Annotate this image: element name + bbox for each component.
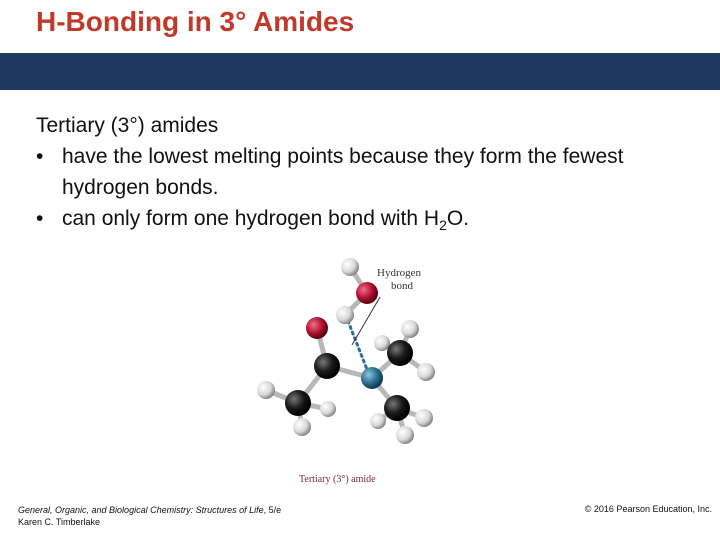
oxygen-atom-carbonyl xyxy=(306,317,328,339)
hydrogen-bond-label-line2: bond xyxy=(391,280,413,292)
footer-edition: , 5/e xyxy=(263,505,282,515)
molecule-figure xyxy=(240,245,460,490)
carbon-atom-carbonyl xyxy=(314,353,340,379)
bullet-text: have the lowest melting points because they form the fewest hydrogen bonds. xyxy=(62,145,624,199)
nitrogen-atom xyxy=(361,367,383,389)
hydrogen-atom xyxy=(370,413,386,429)
bullet-marker: • xyxy=(36,207,44,230)
hydrogen-atom xyxy=(374,335,390,351)
bullet-marker: • xyxy=(36,145,44,168)
slide-body xyxy=(36,110,696,234)
carbon-atom xyxy=(384,395,410,421)
carbon-atom xyxy=(387,340,413,366)
bullet-item xyxy=(36,141,696,203)
bullet-item xyxy=(36,203,696,234)
hydrogen-atom xyxy=(396,426,414,444)
oxygen-atom-water xyxy=(356,282,378,304)
title-divider-bar xyxy=(0,53,720,90)
hydrogen-atom xyxy=(320,401,336,417)
hydrogen-atom xyxy=(293,418,311,436)
hydrogen-atom xyxy=(341,258,359,276)
subscript: 2 xyxy=(439,217,447,234)
footer-book-title: General, Organic, and Biological Chemistry: Structures of Life xyxy=(18,505,264,515)
bullet-text xyxy=(62,203,696,234)
slide-title: H-Bonding in 3° Amides xyxy=(36,6,355,37)
tertiary-amide-model xyxy=(240,245,460,490)
hydrogen-atom xyxy=(401,320,419,338)
footer-citation xyxy=(18,504,281,528)
hydrogen-atom xyxy=(417,363,435,381)
hydrogen-atom xyxy=(336,306,354,324)
hydrogen-bond-dots xyxy=(348,321,368,372)
bullet-text-part: O. xyxy=(446,207,470,230)
carbon-atom xyxy=(285,390,311,416)
footer-author: Karen C. Timberlake xyxy=(18,517,101,527)
figure-caption: Tertiary (3°) amide xyxy=(299,474,376,485)
hydrogen-atom xyxy=(415,409,433,427)
hydrogen-bond-label-line1: Hydrogen xyxy=(377,267,421,279)
intro-line: Tertiary (3°) amides xyxy=(36,114,219,137)
bullet-text-part: can only form one hydrogen bond with H xyxy=(62,207,440,230)
footer-copyright: © 2016 Pearson Education, Inc. xyxy=(584,504,712,514)
hydrogen-atom xyxy=(257,381,275,399)
